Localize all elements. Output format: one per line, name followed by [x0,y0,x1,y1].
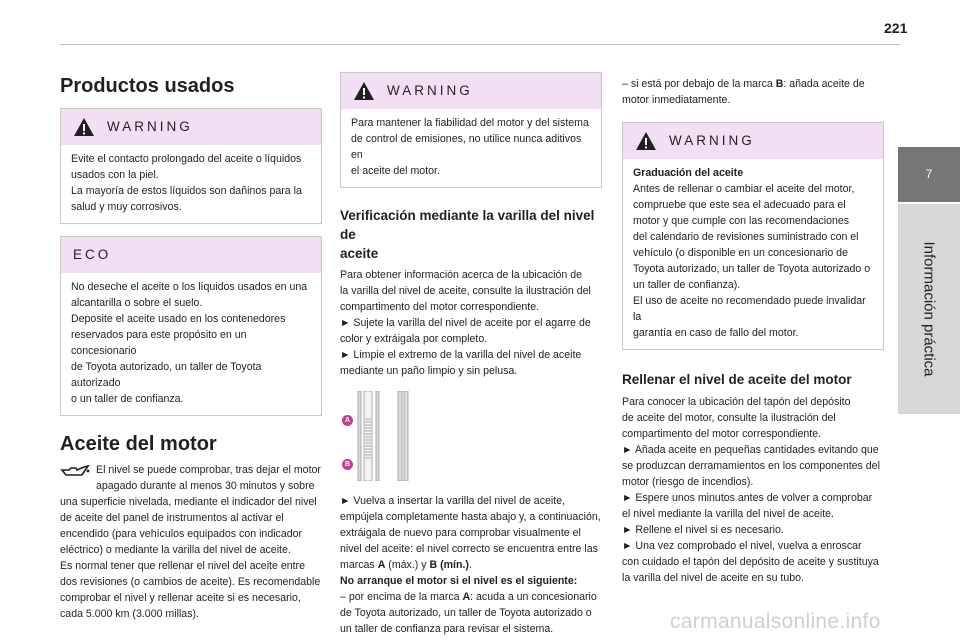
eco-line: reservados para este propósito en un concesionario [71,329,247,357]
oil-intro-line: apagado durante al menos 30 minutos y sobre [96,480,315,492]
body-line: un taller de confianza para revisar el sistema. [340,623,554,635]
chapter-number-tab[interactable]: 7 [898,147,960,202]
body-line: la varilla del nivel de aceite, consulte la ilustración del [340,285,591,297]
warning-box-graduacion [622,122,884,350]
above-mark: A [462,591,471,603]
warning-line: compruebe que este sea el adecuado para el [633,199,846,211]
body-line: Para obtener información acerca de la ubicación de [340,269,583,281]
eco-box [60,236,322,416]
oil-body-line: dos revisiones (o cambios de aceite). Es recomendable [60,576,321,588]
body-line: color y extráigala por completo. [340,333,488,345]
page-number: 221 [884,20,908,36]
below-pre: – si está por debajo de la marca [622,78,776,90]
body-line: con cuidado el tapón del depósito de aceite y sustituya [622,556,879,568]
warning-triangle-icon [635,131,657,151]
warning-line: vehículo (o disponible en un concesionario de [633,247,848,259]
section-title-aceite: Aceite del motor [60,433,217,455]
body-line: ► Rellene el nivel si es necesario. [622,524,784,536]
warning-line: motor y que cumple con las recomendaciones [633,215,850,227]
body-line: ► Vuelva a insertar la varilla del nivel de aceite, [340,495,566,507]
section-title-productos: Productos usados [60,75,235,97]
eco-line: alcantarilla o sobre el suelo. [71,297,203,309]
warning-line: un taller de confianza). [633,279,741,291]
marks-mid: (máx.) y [385,559,430,571]
body-line: ► Limpie el extremo de la varilla del nivel de aceite [340,349,582,361]
chapter-title: Información práctica [920,241,938,377]
warning-line: salud y muy corrosivos. [71,201,182,213]
body-line: se produzcan derramamientos en los componentes del [622,460,880,472]
mark-a-ref: A [377,559,386,571]
oil-body-line: Es normal tener que rellenar el nivel del aceite entre [60,560,305,572]
reinsert-instructions [340,493,602,637]
body-line: mediante un paño limpio y sin pelusa. [340,365,518,377]
oil-intro-text [96,462,321,494]
oil-intro [60,462,322,494]
warning-line: Antes de rellenar o cambiar el aceite del motor, [633,183,855,195]
oil-body-line: cada 5.000 km (3.000 millas). [60,608,199,620]
warning-triangle-icon [73,117,95,137]
warning-line: el aceite del motor. [351,165,440,177]
above-line [340,589,602,605]
body-line: la varilla del nivel de aceite en su tubo. [622,572,804,584]
body-line: ► Añada aceite en pequeñas cantidades evitando que [622,444,879,456]
warning-line: Toyota autorizado, un taller de Toyota autorizado o [633,263,871,275]
body-line: de Toyota autorizado, un taller de Toyota autorizado o [340,607,592,619]
column-2 [340,72,602,637]
warning-line: usados con la piel. [71,169,159,181]
eco-heading: ECO [73,247,112,262]
subsection-title-line: aceite [340,246,379,261]
eco-line: o un taller de confianza. [71,393,184,405]
body-line: compartimento del motor correspondiente. [622,428,822,440]
body-line: motor inmediatamente. [622,94,731,106]
oil-body-line: eléctrico) o mediante la varilla del nivel de aceite. [60,544,291,556]
warning-line: Evite el contacto prolongado del aceite o líquidos [71,153,302,165]
eco-line: No deseche el aceite o los líquidos usados en una [71,281,308,293]
below-mark: B [775,78,784,90]
oil-body-line: encendido (para vehículos equipados con indicador [60,528,303,540]
oil-body-line: de aceite del panel de instrumentos al activar el [60,512,284,524]
warning-heading: WARNING [107,119,193,134]
column-1 [60,74,322,622]
eco-body [61,273,321,415]
no-start-warning: No arranque el motor si el nivel es el siguiente: [340,575,578,587]
warning-header [623,123,883,159]
column-3 [622,76,884,586]
oil-body-line: comprobar el nivel y rellenar aceite si es necesario, [60,592,301,604]
body-line: compartimento del motor correspondiente. [340,301,540,313]
warning-header [341,73,601,109]
warning-line: El uso de aceite no recomendado puede invalidar la [633,295,866,323]
subsection-title-rellenar: Rellenar el nivel de aceite del motor [622,372,852,387]
warning-body [623,159,883,349]
body-line: el nivel mediante la varilla del nivel de aceite. [622,508,834,520]
marks-pre: marcas [340,559,378,571]
warning-triangle-icon [353,81,375,101]
marks-post: . [468,559,472,571]
subsection-title-varilla [340,206,602,263]
marker-a: A [342,415,353,426]
marks-line [340,557,602,573]
body-line: ► Sujete la varilla del nivel de aceite por el agarre de [340,317,591,329]
warning-line: de control de emisiones, no utilice nunca aditivos en [351,133,582,161]
above-post: : acuda a un concesionario [470,591,597,603]
oil-can-icon [60,462,90,482]
body-line: motor (riesgo de incendios). [622,476,754,488]
warning-body [341,109,601,187]
dipstick-instructions [340,267,602,379]
marker-b: B [342,459,353,470]
below-line [622,76,884,92]
body-line: de aceite del motor, consulte la ilustración del [622,412,836,424]
body-line: ► Espere unos minutos antes de volver a comprobar [622,492,873,504]
body-line: ► Una vez comprobado el nivel, vuelva a enroscar [622,540,862,552]
below-post: : añada aceite de [783,78,865,90]
oil-body-line: una superficie nivelada, mediante el indicador del nivel [60,496,317,508]
refill-instructions [622,394,884,586]
dipstick-illustration [340,391,430,481]
warning-line: garantía en caso de fallo del motor. [633,327,799,339]
dipstick-drawing [340,391,430,481]
warning-box-aditivos [340,72,602,188]
warning-heading: WARNING [387,83,473,98]
warning-line: del calendario de revisiones suministrado con el [633,231,859,243]
warning-subhead: Graduación del aceite [633,167,744,179]
chapter-title-tab[interactable] [898,204,960,414]
warning-header [61,109,321,145]
eco-line: de Toyota autorizado, un taller de Toyota autorizado [71,361,262,389]
warning-line: Para mantener la fiabilidad del motor y del sistema [351,117,589,129]
header-divider [60,44,900,45]
watermark: carmanualsonline.info [670,610,881,633]
body-line: Para conocer la ubicación del tapón del depósito [622,396,851,408]
body-line: nivel del aceite: el nivel correcto se encuentra entre las [340,543,598,555]
body-line: empújela completamente hasta abajo y, a continuación, [340,511,601,523]
oil-intro-line: El nivel se puede comprobar, tras dejar el motor [96,464,321,476]
eco-line: Deposite el aceite usado en los contenedores [71,313,286,325]
above-pre: – por encima de la marca [340,591,463,603]
subsection-title-line: Verificación mediante la varilla del nivel de [340,208,595,242]
warning-heading: WARNING [669,133,755,148]
body-line: extráigala de nuevo para comprobar visualmente el [340,527,581,539]
eco-header [61,237,321,273]
warning-box-productos [60,108,322,224]
warning-body [61,145,321,223]
mark-b-ref: B (mín.) [429,559,469,571]
warning-line: La mayoría de estos líquidos son dañinos para la [71,185,302,197]
